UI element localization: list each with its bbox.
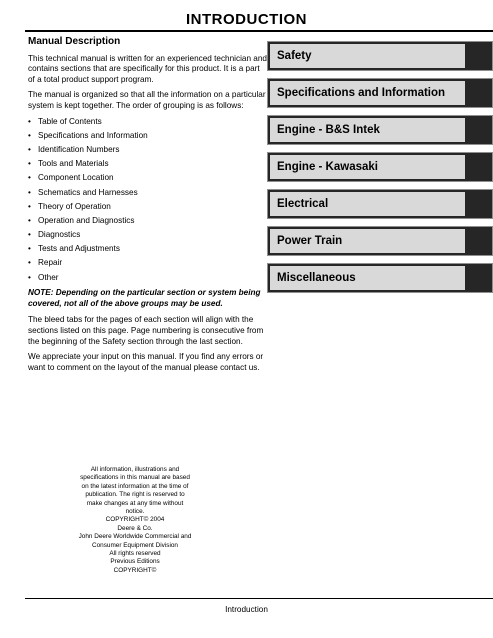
section-tab[interactable] — [267, 189, 493, 219]
bottom-divider — [25, 598, 493, 599]
grouping-list-item-label: Operation and Diagnostics — [38, 215, 135, 225]
section-tab-label: Specifications and Information — [277, 87, 446, 99]
copyright-line: publication. The right is reserved to — [85, 491, 185, 499]
grouping-list-item-label: Other — [38, 272, 59, 282]
manual-description-column — [28, 37, 268, 378]
copyright-line: Deere & Co. — [117, 524, 153, 532]
organization-paragraph: The manual is organized so that all the information on a particular system is kept together. The order of grouping is as follows: — [28, 90, 266, 110]
copyright-line: notice. — [125, 508, 145, 516]
top-divider — [25, 30, 493, 32]
bullet-icon: • — [28, 215, 31, 225]
section-tab[interactable] — [267, 263, 493, 293]
grouping-list-item-label: Repair — [38, 258, 63, 268]
bleed-tabs-paragraph: The bleed tabs for the pages of each section will align with the sections listed on this page. Page numbering is consecutive from the beginning of the Safety section through the last section. — [28, 315, 264, 346]
intro-paragraph: This technical manual is written for an experienced technician and contains sections that are specifically for this product. It is a part of a total product support program. — [28, 53, 267, 84]
grouping-list-item — [28, 202, 268, 213]
copyright-line: All rights reserved — [109, 550, 161, 558]
section-tab[interactable] — [267, 226, 493, 256]
section-title: Manual Description — [28, 36, 121, 47]
grouping-list-item-label: Tools and Materials — [38, 159, 109, 169]
copyright-line: specifications in this manual are based — [80, 474, 190, 482]
copyright-line: make changes at any time without — [86, 499, 184, 507]
grouping-list — [28, 117, 268, 284]
bullet-icon: • — [28, 230, 31, 240]
bullet-icon: • — [28, 130, 31, 140]
bullet-icon: • — [28, 144, 31, 154]
section-tab-label-box — [270, 118, 465, 142]
grouping-list-item — [28, 159, 268, 170]
section-tab-label-box — [270, 266, 465, 290]
section-tab[interactable] — [267, 78, 493, 108]
bullet-icon: • — [28, 272, 31, 282]
section-tab-label: Miscellaneous — [277, 272, 356, 284]
grouping-list-item — [28, 188, 268, 199]
copyright-line: COPYRIGHT© — [113, 566, 157, 574]
bullet-icon: • — [28, 244, 31, 254]
grouping-list-item-label: Specifications and Information — [38, 130, 148, 140]
grouping-list-item — [28, 273, 268, 284]
bullet-icon: • — [28, 173, 31, 183]
section-tab-label-box — [270, 81, 465, 105]
grouping-list-item — [28, 117, 268, 128]
section-tab-label: Power Train — [277, 235, 343, 247]
page-footer: Introduction — [225, 605, 268, 614]
section-tab-label-box — [270, 192, 465, 216]
grouping-list-item — [28, 258, 268, 269]
grouping-list-item — [28, 216, 268, 227]
note-text: NOTE: Depending on the particular section or system being covered, not all of the above groups may be used. — [28, 288, 261, 308]
section-tab-label-box — [270, 44, 465, 68]
grouping-list-item-label: Schematics and Harnesses — [38, 187, 138, 197]
grouping-list-item — [28, 145, 268, 156]
copyright-line: Consumer Equipment Division — [92, 541, 178, 549]
grouping-list-item — [28, 173, 268, 184]
copyright-line: COPYRIGHT© 2004 — [105, 516, 165, 524]
grouping-list-item — [28, 131, 268, 142]
bullet-icon: • — [28, 116, 31, 126]
copyright-block — [70, 466, 200, 575]
bullet-icon: • — [28, 258, 31, 268]
grouping-list-item-label: Component Location — [38, 173, 114, 183]
section-tab-label-box — [270, 229, 465, 253]
bullet-icon: • — [28, 201, 31, 211]
bullet-icon: • — [28, 159, 31, 169]
grouping-list-item-label: Diagnostics — [38, 230, 81, 240]
bullet-icon: • — [28, 187, 31, 197]
copyright-line: All information, illustrations and — [90, 466, 180, 473]
section-tab-label: Safety — [277, 50, 312, 62]
copyright-line: John Deere Worldwide Commercial and — [78, 533, 192, 541]
section-tab-label-box — [270, 155, 465, 179]
section-tab[interactable] — [267, 115, 493, 145]
grouping-list-item — [28, 244, 268, 255]
section-tab[interactable] — [267, 41, 493, 71]
feedback-paragraph: We appreciate your input on this manual. If you find any errors or want to comment on the layout of the manual please contact us. — [28, 352, 264, 372]
page-title: INTRODUCTION — [186, 11, 307, 28]
grouping-list-item-label: Identification Numbers — [38, 144, 120, 154]
copyright-line: on the latest information at the time of — [81, 482, 189, 490]
grouping-list-item-label: Theory of Operation — [38, 201, 111, 211]
section-tab-label: Electrical — [277, 198, 329, 210]
section-tabs — [267, 41, 493, 300]
section-tab[interactable] — [267, 152, 493, 182]
grouping-list-item — [28, 230, 268, 241]
copyright-line: Previous Editions — [110, 558, 160, 566]
section-tab-label: Engine - Kawasaki — [277, 161, 378, 173]
grouping-list-item-label: Table of Contents — [38, 116, 102, 126]
section-tab-label: Engine - B&S Intek — [277, 124, 380, 136]
grouping-list-item-label: Tests and Adjustments — [38, 244, 120, 254]
